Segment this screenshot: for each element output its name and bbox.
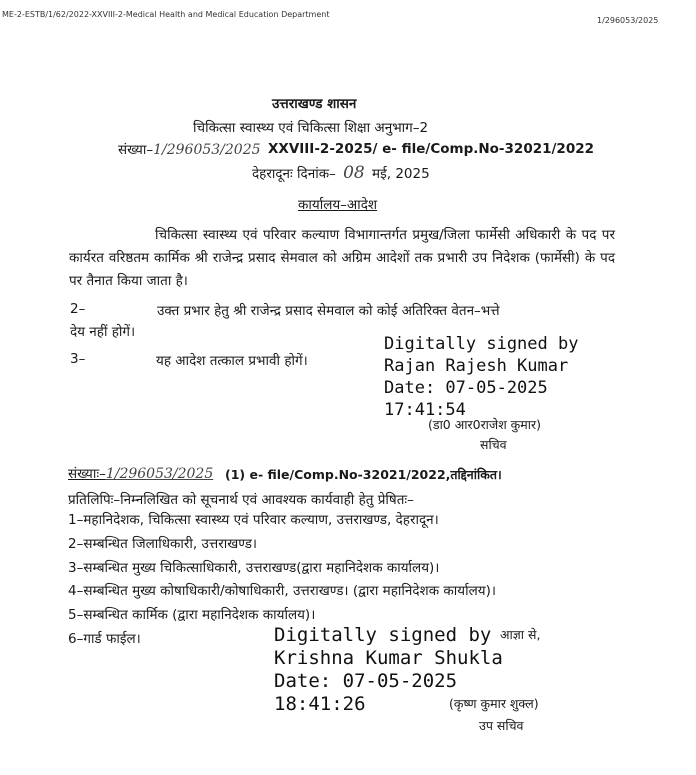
copy-item-6: 6–गार्ड फाईल। (68, 630, 141, 647)
number-label: संख्या– (118, 142, 154, 158)
copy-number-label: संख्याः– (68, 466, 106, 482)
sig2-line3: Date: 07-05-2025 (274, 670, 458, 692)
file-reference: ME-2-ESTB/1/62/2022-XXVIII-2-Medical Health and Medical Education Department (2, 10, 330, 19)
order-paragraph-1: चिकित्सा स्वास्थ्य एवं परिवार कल्याण विभागान्तर्गत प्रमुख/जिला फार्मेसी अधिकारी के पद पर कार्यरत वरिष्ठतम कार्मिक श्री राजेन्द्र प्रसाद सेमवाल को अग्रिम आदेशों तक प्रभारी उप निदेशक (फार्मेसी) के पद पर तैनात किया जाता है। (69, 227, 615, 289)
signatory2-name: (कृष्ण कुमार शुक्ल) (449, 696, 539, 711)
sig1-line1: Digitally signed by (384, 334, 579, 354)
place-date (252, 163, 430, 183)
printed-date: मई, 2025 (372, 166, 430, 182)
copy-item-2: 2–सम्बन्धित जिलाधिकारी, उत्तराखण्ड। (68, 535, 258, 552)
place-date-label: देहरादूनः दिनांक– (252, 166, 336, 182)
order-number-printed: XXVIII-2-2025/ e- file/Comp.No-32021/2022 (268, 141, 595, 157)
government-heading: उत्तराखण्ड शासन (272, 96, 357, 112)
copy-handwritten-number: 1/296053/2025 (105, 466, 214, 482)
sig1-line4: 17:41:54 (384, 400, 466, 420)
order-paragraph-3: यह आदेश तत्काल प्रभावी होगें। (156, 353, 308, 369)
copy-number-printed: (1) e- file/Comp.No-32021/2022,तद्दिनांकित। (225, 467, 502, 482)
signatory1-name: (डा0 आर0राजेश कुमार) (428, 417, 541, 432)
signatory1-designation: सचिव (480, 437, 507, 452)
page-reference: 1/296053/2025 (597, 16, 659, 25)
handwritten-number: 1/296053/2025 (153, 142, 261, 158)
digital-signature-1 (384, 333, 578, 421)
copy-item-3: 3–सम्बन्धित मुख्य चिकित्साधिकारी, उत्तराखण्ड(द्वारा महानिदेशक कार्यालय)। (68, 559, 440, 576)
order-title: कार्यालय–आदेश (298, 197, 378, 213)
copy-item-4: 4–सम्बन्धित मुख्य कोषाधिकारी/कोषाधिकारी, उत्तराखण्ड। (द्वारा महानिदेशक कार्यालय)। (68, 583, 496, 600)
sig1-line2: Rajan Rajesh Kumar (384, 356, 569, 376)
handwritten-date: 08 (343, 163, 365, 183)
para2-number: 2– (70, 301, 86, 317)
copy-number (68, 464, 213, 482)
order-paragraph-2-line2: देय नहीं होगें। (70, 324, 136, 340)
sig2-line1: Digitally signed by (274, 624, 492, 646)
section-heading: चिकित्सा स्वास्थ्य एवं चिकित्सा शिक्षा अनुभाग–2 (193, 120, 429, 136)
sig2-line2: Krishna Kumar Shukla (274, 647, 503, 669)
order-paragraph-2-line1: उक्त प्रभार हेतु श्री राजेन्द्र प्रसाद सेमवाल को कोई अतिरिक्त वेतन–भत्ते (157, 303, 500, 319)
sig1-line3: Date: 07-05-2025 (384, 378, 548, 398)
order-by-text: आज्ञा से, (500, 627, 541, 642)
signatory2-designation: उप सचिव (479, 718, 524, 733)
order-number (118, 140, 261, 158)
para3-number: 3– (70, 351, 86, 367)
copy-item-5: 5–सम्बन्धित कार्मिक (द्वारा महानिदेशक कार्यालय)। (68, 607, 316, 624)
copy-intro: प्रतिलिपिः–निम्नलिखित को सूचनार्थ एवं आवश्यक कार्यवाही हेतु प्रेषितः– (68, 492, 414, 508)
copy-item-1: 1–महानिदेशक, चिकित्सा स्वास्थ्य एवं परिवार कल्याण, उत्तराखण्ड, देहरादून। (68, 512, 439, 528)
sig2-line4: 18:41:26 (274, 693, 366, 715)
